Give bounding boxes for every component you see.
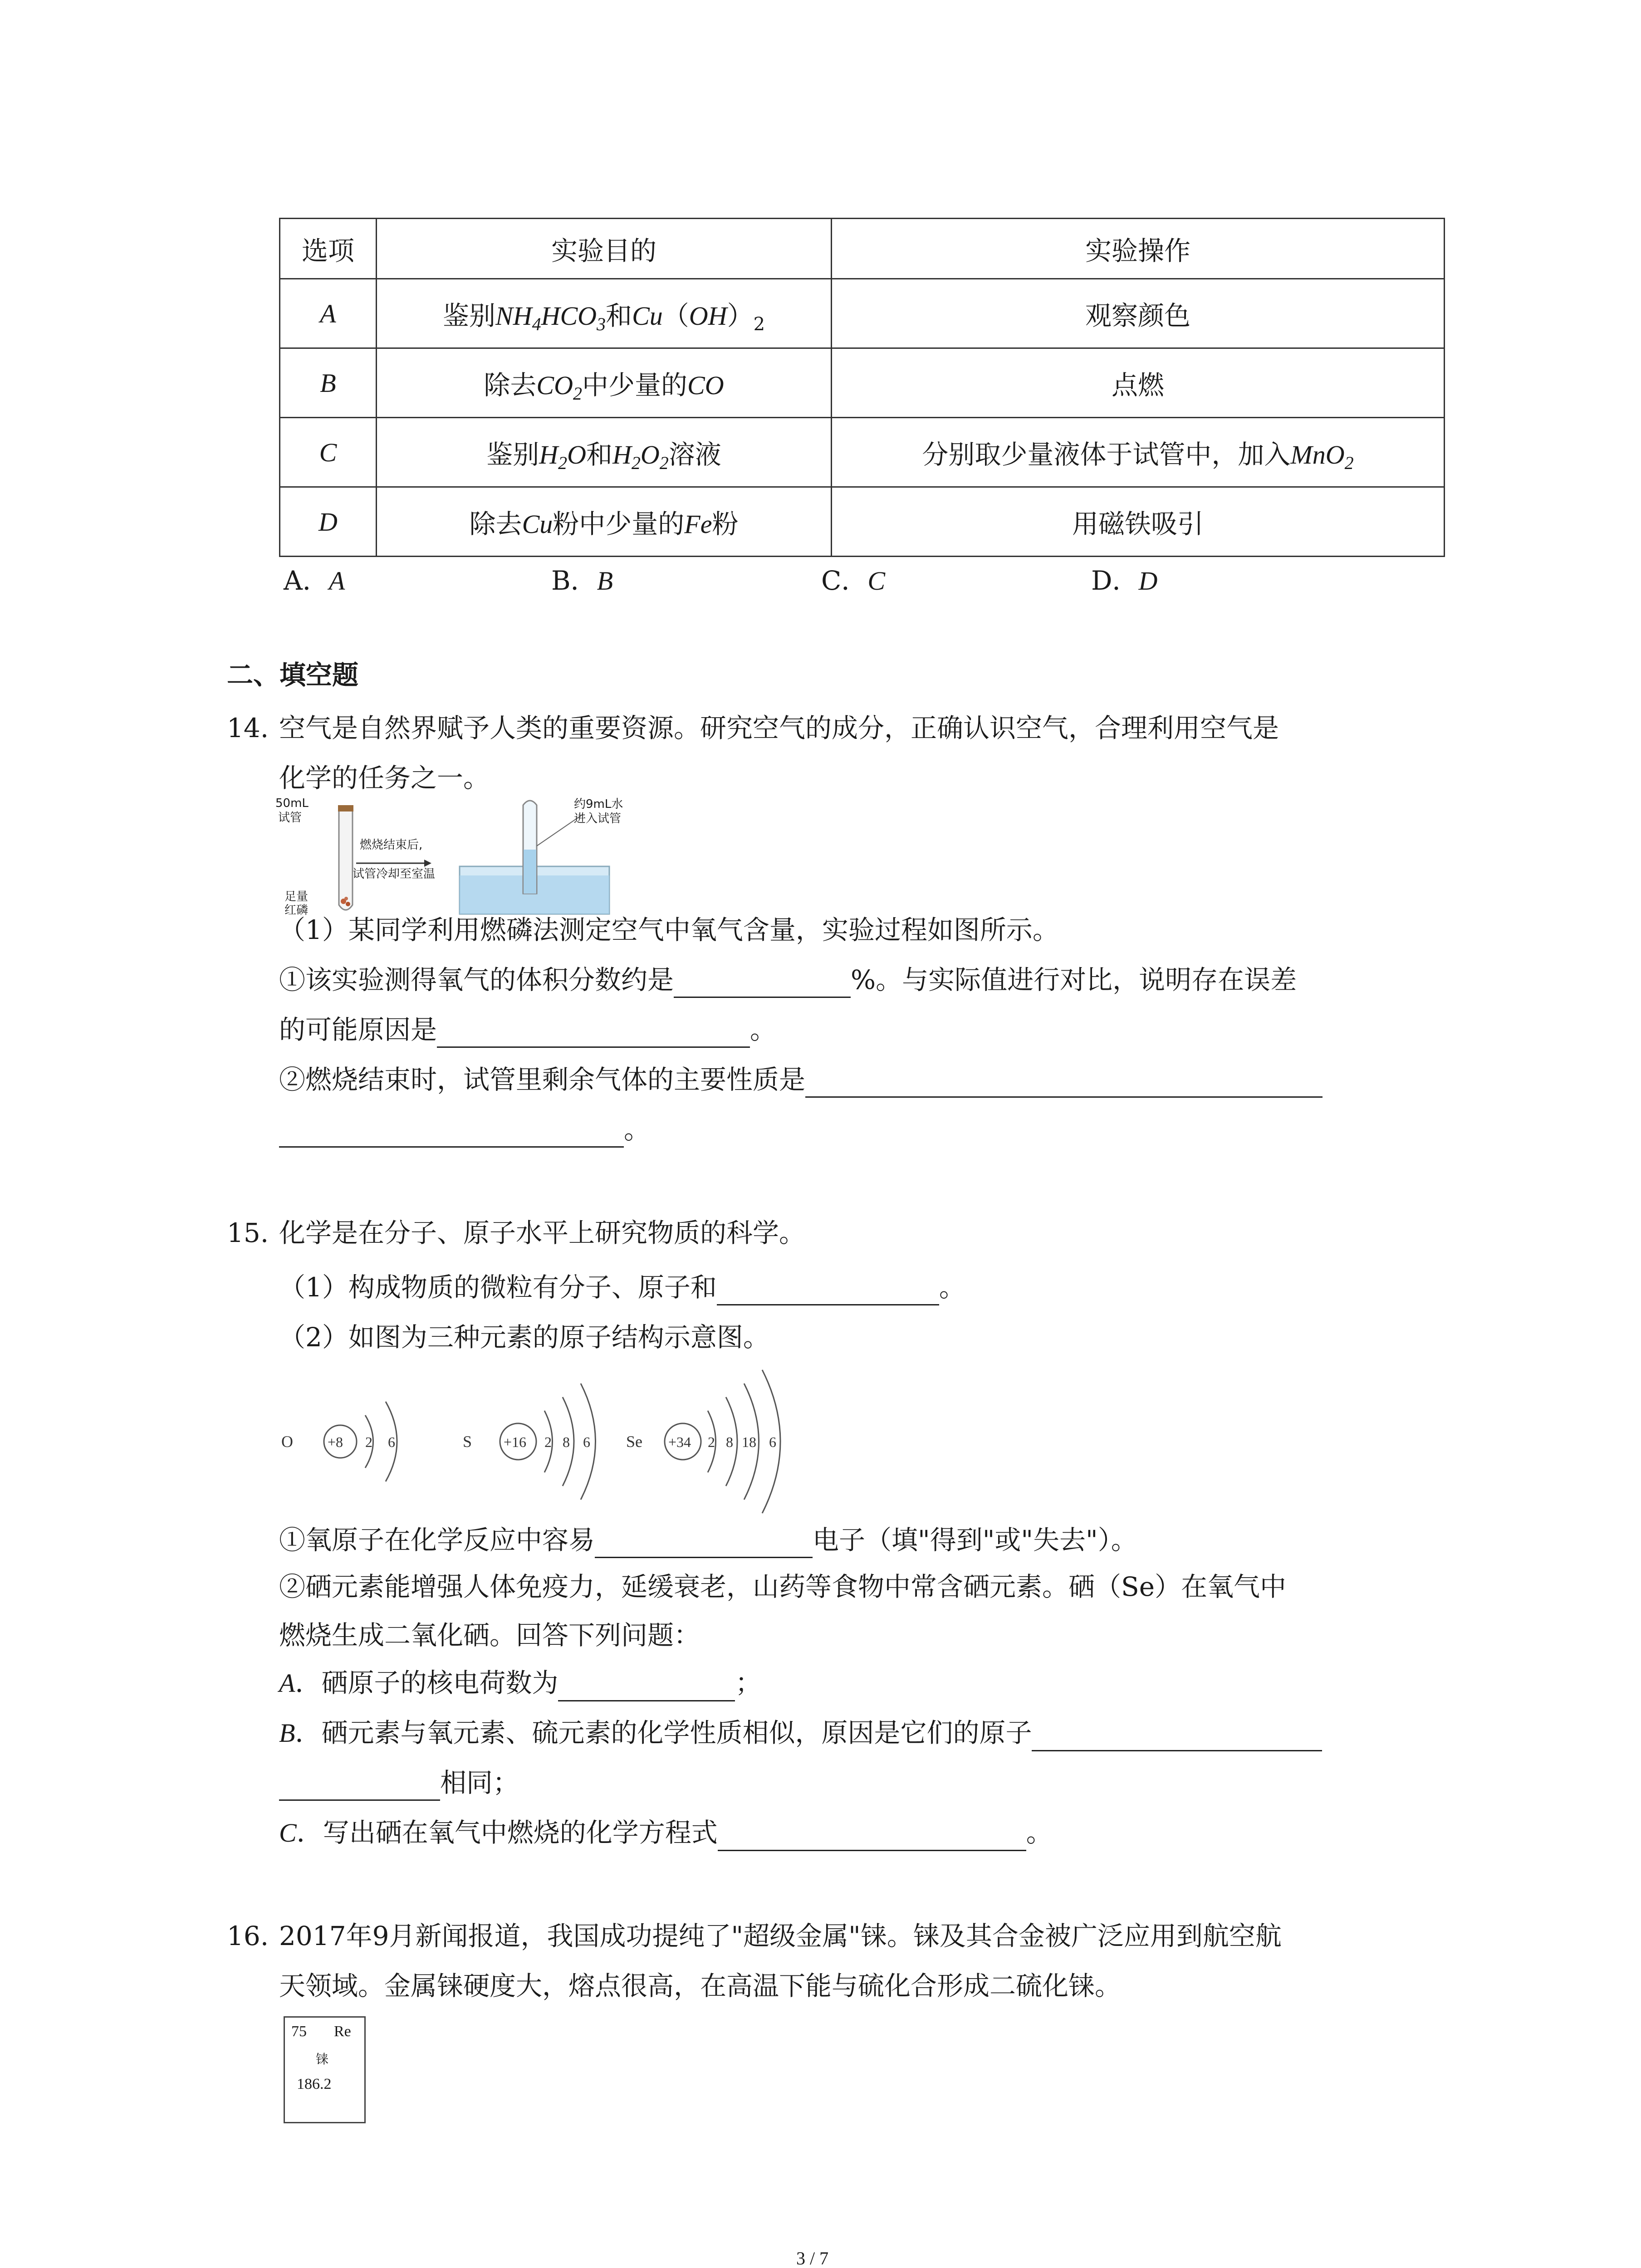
answer-blank-error-reason[interactable] bbox=[437, 1021, 750, 1048]
q15-part1: （1）构成物质的微粒有分子、原子和 。 bbox=[279, 1269, 965, 1305]
svg-text:+8: +8 bbox=[328, 1434, 343, 1450]
row-purpose: 鉴别$NH_4HCO_3$和$Cu(OH)_2$ bbox=[377, 279, 832, 348]
row-option: A bbox=[280, 279, 377, 348]
q14-part1a-line2: 的可能原因是 。 bbox=[279, 1012, 776, 1048]
q16-line2: 天领域。金属铼硬度大，熔点很高，在高温下能与硫化合形成二硫化铼。 bbox=[279, 1970, 1122, 2001]
tube-stopper bbox=[338, 805, 353, 811]
row-operation: 用磁铁吸引 bbox=[832, 487, 1445, 557]
answer-blank-equation[interactable] bbox=[718, 1824, 1026, 1851]
tube-label-name: 试管 bbox=[278, 811, 302, 825]
arrow-label-2: 试管冷却至室温 bbox=[353, 867, 436, 881]
row-option: B bbox=[280, 348, 377, 418]
atom-structure-diagrams bbox=[277, 1365, 798, 1529]
choice-d[interactable]: D．D bbox=[1091, 565, 1158, 596]
q15-qc: C．写出硒在氧气中燃烧的化学方程式 。 bbox=[279, 1814, 1053, 1851]
answer-blank-nuclear-charge[interactable] bbox=[558, 1675, 735, 1701]
svg-text:2: 2 bbox=[544, 1434, 552, 1450]
experiment-table bbox=[279, 218, 1445, 557]
answer-blank-similarity-cont[interactable] bbox=[279, 1774, 440, 1801]
svg-text:+16: +16 bbox=[504, 1434, 527, 1450]
svg-text:+34: +34 bbox=[668, 1434, 691, 1450]
atom-se-symbol: Se bbox=[626, 1432, 642, 1451]
svg-text:6: 6 bbox=[388, 1434, 395, 1450]
test-tube bbox=[339, 811, 353, 910]
svg-text:8: 8 bbox=[726, 1434, 733, 1450]
q16-number: 16. bbox=[227, 1921, 269, 1951]
q15-part2: （2）如图为三种元素的原子结构示意图。 bbox=[279, 1322, 769, 1353]
atom-o-symbol: O bbox=[281, 1432, 293, 1451]
page-number: 3 / 7 bbox=[796, 2248, 829, 2268]
row-purpose: 除去$CO_2$中少量的CO bbox=[377, 348, 832, 418]
answer-blank-gas-property-cont[interactable] bbox=[279, 1121, 624, 1148]
q15-a2-line1: ②硒元素能增强人体免疫力，延缓衰老，山药等食物中常含硒元素。硒（Se）在氧气中 bbox=[279, 1571, 1287, 1602]
q16-line1: 2017年9月新闻报道，我国成功提纯了"超级金属"铼。铼及其合金被广泛应用到航空航 bbox=[279, 1921, 1282, 1951]
phosphorus-label-2: 红磷 bbox=[284, 904, 309, 917]
answer-blank-similarity[interactable] bbox=[1032, 1725, 1322, 1751]
choice-a[interactable]: A．A bbox=[284, 565, 345, 596]
choice-c[interactable]: C．C bbox=[821, 565, 886, 596]
table-header-operation: 实验操作 bbox=[832, 219, 1445, 279]
answer-blank-gas-property[interactable] bbox=[805, 1071, 1323, 1098]
svg-text:2: 2 bbox=[708, 1434, 715, 1450]
table-row bbox=[280, 348, 1445, 418]
q15-qb: B．硒元素与氧元素、硫元素的化学性质相似，原因是它们的原子 bbox=[279, 1715, 1322, 1751]
row-purpose: 鉴别$H_2O$和$H_2O_2$溶液 bbox=[377, 418, 832, 487]
q14-part1a: ①该实验测得氧气的体积分数约是 %。与实际值进行对比，说明存在误差 bbox=[279, 962, 1297, 998]
q15-qb-line2: 相同； bbox=[279, 1765, 519, 1801]
q14-apparatus-figure bbox=[274, 796, 660, 919]
table-header-purpose: 实验目的 bbox=[377, 219, 832, 279]
tube-label-volume: 50mL bbox=[275, 797, 309, 810]
arrow-label-1: 燃烧结束后, bbox=[360, 838, 423, 852]
svg-text:6: 6 bbox=[583, 1434, 590, 1450]
q15-a1: ①氧原子在化学反应中容易 电子（填"得到"或"失去"）。 bbox=[279, 1522, 1137, 1558]
element-atomic-number: 75 bbox=[291, 2023, 307, 2040]
row-operation: 分别取少量液体于试管中，加入MnO$_2$ bbox=[832, 418, 1445, 487]
svg-text:2: 2 bbox=[365, 1434, 372, 1450]
table-row bbox=[280, 279, 1445, 348]
q14-part1b-line2: 。 bbox=[279, 1111, 650, 1148]
row-option: D bbox=[280, 487, 377, 557]
svg-text:8: 8 bbox=[563, 1434, 570, 1450]
q14-number: 14. bbox=[227, 713, 269, 743]
row-operation: 点燃 bbox=[832, 348, 1445, 418]
row-option: C bbox=[280, 418, 377, 487]
table-header-option: 选项 bbox=[280, 219, 377, 279]
element-name: 铼 bbox=[316, 2052, 329, 2067]
q15-stem: 化学是在分子、原子水平上研究物质的科学。 bbox=[279, 1217, 806, 1248]
element-symbol: Re bbox=[334, 2023, 351, 2040]
svg-text:18: 18 bbox=[742, 1434, 756, 1450]
table-row bbox=[280, 418, 1445, 487]
answer-blank-electron[interactable] bbox=[595, 1531, 813, 1558]
q14-part1: （1）某同学利用燃磷法测定空气中氧气含量，实验过程如图所示。 bbox=[279, 914, 1059, 945]
q14-stem-line1: 空气是自然界赋予人类的重要资源。研究空气的成分，正确认识空气，合理利用空气是 bbox=[279, 713, 1279, 743]
q14-stem-line2: 化学的任务之一。 bbox=[279, 763, 490, 793]
q15-number: 15. bbox=[227, 1217, 269, 1248]
element-atomic-mass: 186.2 bbox=[297, 2076, 332, 2092]
q14-part1b: ②燃烧结束时，试管里剩余气体的主要性质是 bbox=[279, 1061, 1323, 1098]
phosphorus-label-1: 足量 bbox=[284, 890, 309, 904]
water-label-1: 约9mL水 bbox=[574, 797, 623, 811]
atom-structure-svg bbox=[277, 1365, 798, 1529]
q15-a2-line2: 燃烧生成二氧化硒。回答下列问题： bbox=[279, 1620, 700, 1651]
section-title: 二、填空题 bbox=[227, 660, 359, 690]
answer-blank-particle[interactable] bbox=[717, 1279, 939, 1305]
water-label-2: 进入试管 bbox=[574, 812, 622, 826]
svg-text:6: 6 bbox=[769, 1434, 776, 1450]
choice-b[interactable]: B．B bbox=[551, 565, 613, 596]
row-purpose: 除去Cu粉中少量的Fe粉 bbox=[377, 487, 832, 557]
atom-s-symbol: S bbox=[463, 1432, 472, 1451]
table-row bbox=[280, 487, 1445, 557]
q15-qa: A．硒原子的核电荷数为 ； bbox=[279, 1665, 761, 1701]
row-operation: 观察颜色 bbox=[832, 279, 1445, 348]
answer-blank-oxygen-fraction[interactable] bbox=[674, 971, 851, 998]
element-card-rhenium bbox=[284, 2016, 366, 2123]
table-header-row bbox=[280, 219, 1445, 279]
